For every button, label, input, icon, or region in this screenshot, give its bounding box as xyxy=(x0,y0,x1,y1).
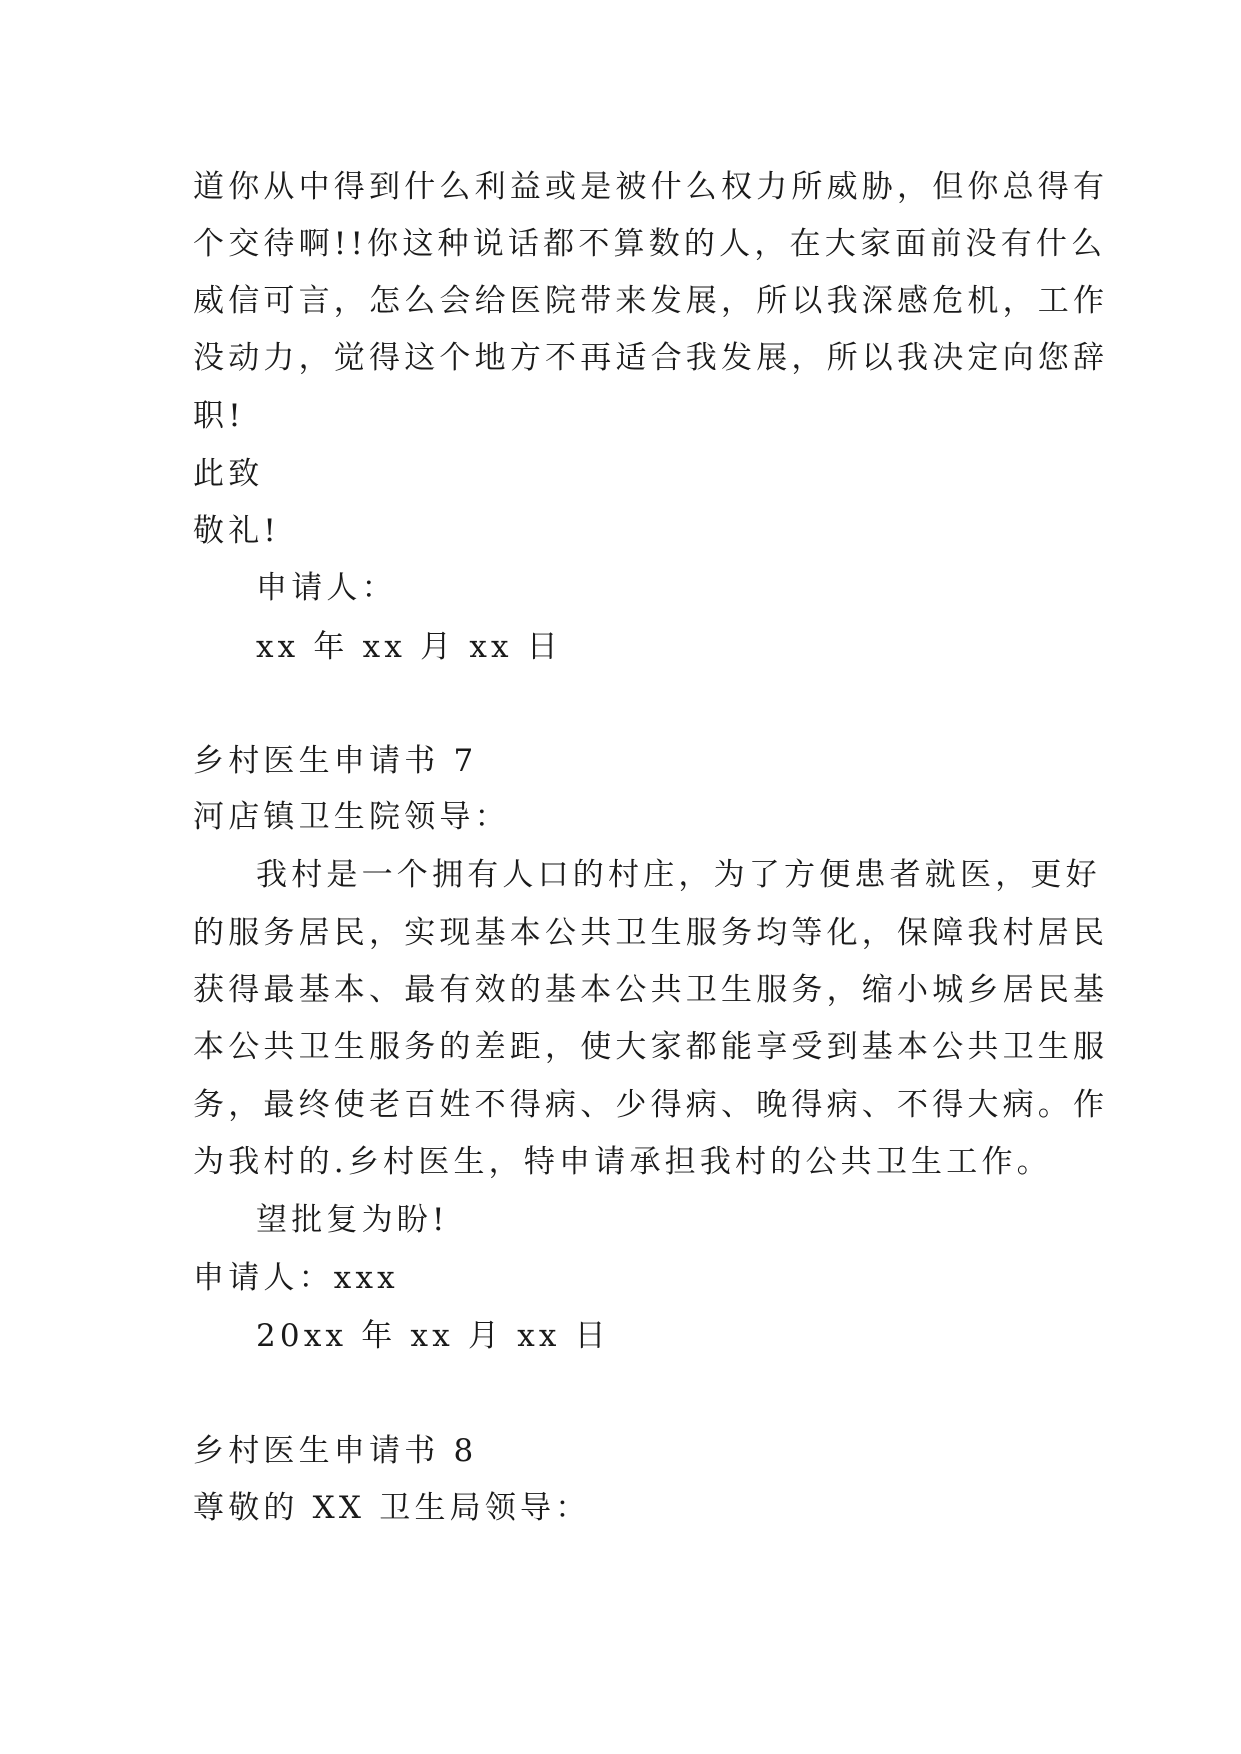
body-line: 的服务居民，实现基本公共卫生服务均等化，保障我村居民 xyxy=(193,915,1109,951)
body-line: 我村是一个拥有人口的村庄，为了方便患者就医，更好 xyxy=(256,857,1101,893)
body-line: 威信可言，怎么会给医院带来发展，所以我深感危机，工作 xyxy=(193,283,1109,319)
body-line: 个交待啊!!你这种说话都不算数的人，在大家面前没有什么 xyxy=(193,226,1107,262)
body-line: 务，最终使老百姓不得病、少得病、晚得病、不得大病。作 xyxy=(193,1087,1109,1123)
section-title: 乡村医生申请书 8 xyxy=(193,1433,478,1469)
date-line: xx 年 xx 月 xx 日 xyxy=(256,629,562,665)
body-line: 职! xyxy=(193,398,245,434)
date-line: 20xx 年 xx 月 xx 日 xyxy=(256,1318,610,1354)
body-line: 获得最基本、最有效的基本公共卫生服务，缩小城乡居民基 xyxy=(193,972,1109,1008)
body-line: 没动力，觉得这个地方不再适合我发展，所以我决定向您辞 xyxy=(193,340,1109,376)
closing-line: 望批复为盼! xyxy=(256,1202,449,1238)
salutation: 河店镇卫生院领导： xyxy=(193,799,510,835)
body-line: 道你从中得到什么利益或是被什么权力所威胁，但你总得有 xyxy=(193,169,1109,205)
section-title: 乡村医生申请书 7 xyxy=(193,743,478,779)
body-line: 本公共卫生服务的差距，使大家都能享受到基本公共卫生服 xyxy=(193,1029,1109,1065)
body-line: 为我村的.乡村医生，特申请承担我村的公共卫生工作。 xyxy=(193,1144,1052,1180)
closing-line: 此致 xyxy=(193,456,264,492)
closing-line: 敬礼! xyxy=(193,513,281,549)
salutation: 尊敬的 XX 卫生局领导： xyxy=(193,1490,591,1526)
applicant-line: 申请人： xyxy=(256,570,397,606)
applicant-line: 申请人：xxx xyxy=(193,1260,399,1296)
